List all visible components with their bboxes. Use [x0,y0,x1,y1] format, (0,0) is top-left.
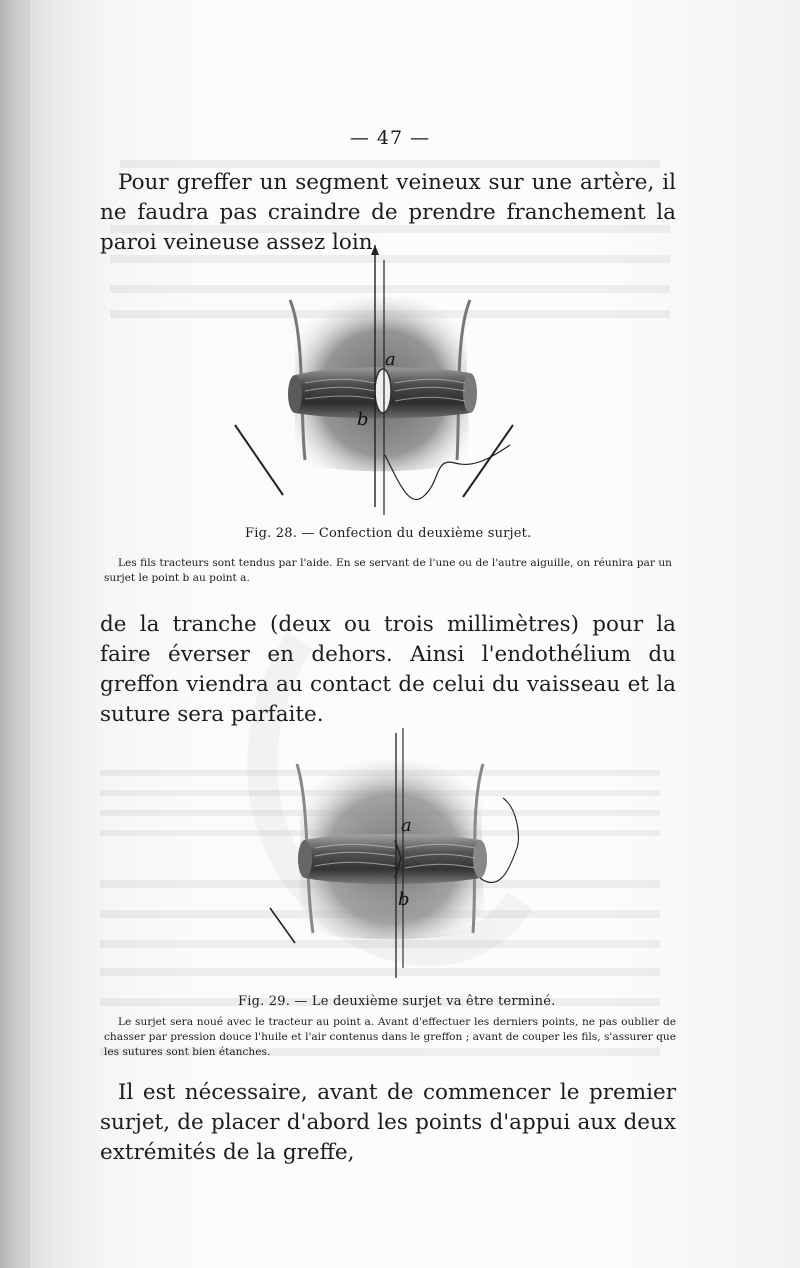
figure-29-illustration [255,728,525,983]
figure-28-illustration [225,245,535,520]
figure-29-caption [104,1015,676,1060]
figure-29-label-b: b [398,889,410,910]
figure-28-label-b: b [357,409,369,430]
paragraph-1-text: Pour greffer un segment veineux sur une artère, il ne faudra pas craindre de prendre franchement la paroi veineuse assez loin [100,170,676,255]
paragraph-2-text: de la tranche (deux ou trois millimètres) pour la faire éverser en dehors. Ainsi l'endothélium du greffon viendra au contact de celui du vaisseau et la suture sera parfaite. [100,612,676,727]
paragraph-2 [100,610,676,730]
paragraph-3-text: Il est nécessaire, avant de commencer le premier surjet, de placer d'abord les points d'appui aux deux extrémités de la greffe, [100,1080,676,1165]
page-number: — 47 — [349,127,431,149]
figure-29-caption-text: Le surjet sera noué avec le tracteur au point a. Avant d'effectuer les derniers points, ne pas oublier de chasser par pression douce l'huile et l'air contenus dans le greffon ; avant de couper les fils, s'assurer que les sutures sont bien étanches. [104,1016,676,1058]
figure-28-drawing [225,245,535,520]
figure-28-caption-text: Les fils tracteurs sont tendus par l'aide. En se servant de l'une ou de l'autre aiguille, on réunira par un surjet le point b au point a. [104,557,672,584]
figure-28-label-a: a [385,349,396,370]
paragraph-3 [100,1078,676,1168]
figure-29-label-a: a [401,815,412,836]
figure-28-caption [104,556,672,586]
figure-28-title: Fig. 28. — Confection du deuxième surjet. [245,526,532,541]
figure-29-title: Fig. 29. — Le deuxième surjet va être terminé. [238,994,556,1009]
figure-29-drawing [255,728,525,983]
